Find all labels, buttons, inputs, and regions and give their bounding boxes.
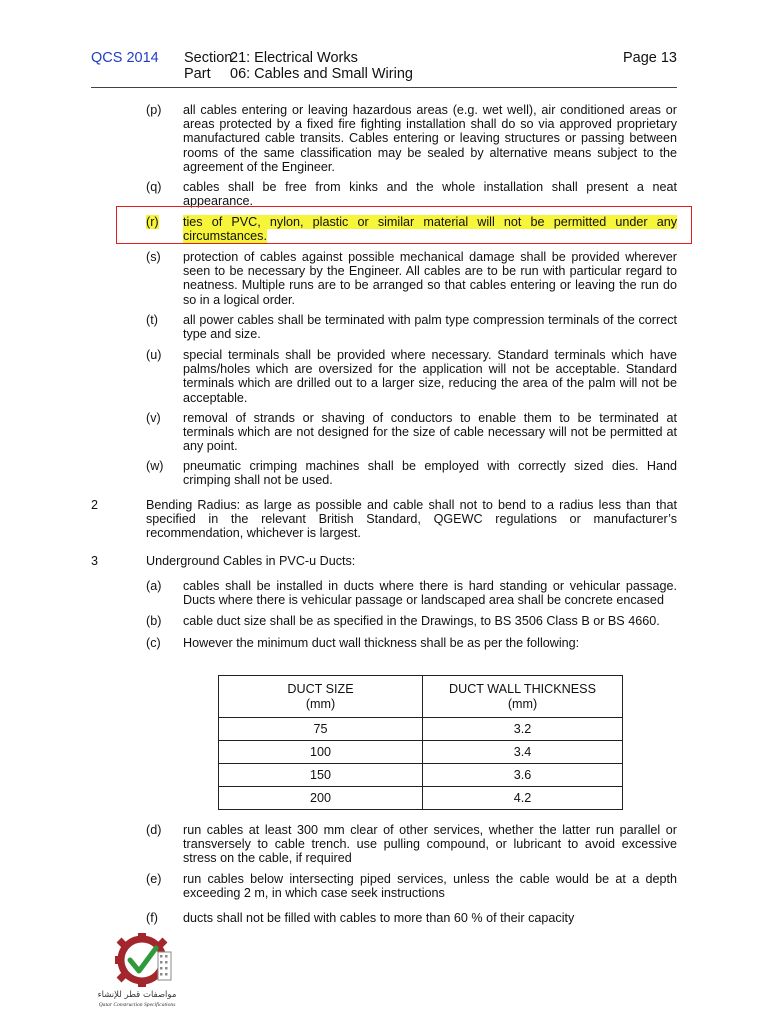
column-unit: (mm) <box>305 696 336 711</box>
clause-u <box>146 348 677 405</box>
clause-letter: (c) <box>146 636 161 650</box>
wall-thickness-cell: 3.6 <box>423 764 623 787</box>
column-header-wall-thickness <box>423 676 623 718</box>
part-value: 06: Cables and Small Wiring <box>230 66 413 82</box>
clause-letter: (e) <box>146 872 162 886</box>
clause-text: all cables entering or leaving hazardous areas (e.g. wet well), air conditioned areas or areas protected by a fixed fire fighting installation shall do so via approved proprietary manufactured cable transits. Cables entering or leaving structures or passing between rooms of the same classification may be sealed by alternative means subject to the agreement of the Engineer. <box>183 103 677 174</box>
part-label: Part <box>184 66 211 82</box>
paragraph-2 <box>91 498 677 541</box>
document-code: QCS 2014 <box>91 50 159 66</box>
paragraph-text: Underground Cables in PVC-u Ducts: <box>146 554 356 568</box>
section-label: Section <box>184 50 233 66</box>
wall-thickness-cell: 3.2 <box>423 718 623 741</box>
clause-text: run cables at least 300 mm clear of other services, whether the latter run parallel or transversely to cable trench. use pulling compound, or lubricant to avoid excessive stress on the cable, if required <box>183 823 677 866</box>
column-title: DUCT WALL THICKNESS <box>449 682 596 697</box>
column-unit: (mm) <box>507 696 538 711</box>
duct-size-cell: 75 <box>219 718 423 741</box>
clause-text: cables shall be installed in ducts where there is hard standing or vehicular passage. Ducts where there is vehicular passage or landscaped area shall be concrete encased <box>183 579 677 608</box>
paragraph-3 <box>91 554 677 568</box>
duct-size-cell: 200 <box>219 787 423 810</box>
highlighted-clause-text: ties of PVC, nylon, plastic or similar material will not be permitted under any circumstances. <box>183 215 677 244</box>
clause-letter: (r) <box>146 215 159 229</box>
checkmark-icon <box>130 948 156 971</box>
wall-thickness-cell: 3.4 <box>423 741 623 764</box>
wall-thickness-cell: 4.2 <box>423 787 623 810</box>
clause-letter: (f) <box>146 911 158 925</box>
clause-text: all power cables shall be terminated with palm type compression terminals of the correct type and size. <box>183 313 677 342</box>
paragraph-number: 3 <box>91 554 99 568</box>
clause-letter: (q) <box>146 180 162 194</box>
clause-p <box>146 103 677 174</box>
table-header-row <box>219 676 623 718</box>
page-number: Page 13 <box>622 50 677 66</box>
clause-letter: (t) <box>146 313 158 327</box>
table-row <box>219 741 623 764</box>
column-header-duct-size <box>219 676 423 718</box>
table-row <box>219 764 623 787</box>
clause-w <box>146 459 677 487</box>
clause-letter: (s) <box>146 250 161 264</box>
clause-text: However the minimum duct wall thickness shall be as per the following: <box>183 636 580 650</box>
table-row <box>219 787 623 810</box>
duct-size-cell: 100 <box>219 741 423 764</box>
section-heading <box>184 50 413 82</box>
header-divider <box>91 87 677 88</box>
clause-text: removal of strands or shaving of conductors to enable them to be terminated at terminals which are not designed for the size of cable necessary will not be permitted at any point. <box>183 411 677 454</box>
clause-c <box>146 636 677 650</box>
paragraph-text: Bending Radius: as large as possible and cable shall not to bend to a radius less than that specified in the relevant British Standard, QGEWC regulations or manufacturer’s recommendation, whichever is largest. <box>146 498 677 541</box>
clause-text: protection of cables against possible mechanical damage shall be provided wherever seen to be necessary by the Engineer. All cables are to be run with particular regard to neatness. Multiple runs are to be arranged so that cables entering or leaving the run do so in a logical order. <box>183 250 677 307</box>
clause-letter: (u) <box>146 348 162 362</box>
paragraph-number: 2 <box>91 498 99 512</box>
clause-text: special terminals shall be provided where necessary. Standard terminals which have palms/holes which are oversized for the application will not be acceptable. Standard terminals which are drilled out to a larger size, reducing the area of the palm will not be acceptable. <box>183 348 677 405</box>
clause-b <box>146 614 677 628</box>
table-row <box>219 718 623 741</box>
clause-text: run cables below intersecting piped services, unless the cable would be at a depth exceeding 2 m, in which case seek instructions <box>183 872 677 901</box>
qcs-logo <box>88 930 186 1010</box>
clause-d <box>146 823 677 866</box>
clause-text: ducts shall not be filled with cables to more than 60 % of their capacity <box>183 911 575 925</box>
clause-e <box>146 872 677 900</box>
clause-letter: (p) <box>146 103 162 117</box>
clause-v <box>146 411 677 454</box>
clause-f <box>146 911 677 925</box>
clause-text: pneumatic crimping machines shall be employed with correctly sized dies. Hand crimping shall not be used. <box>183 459 677 488</box>
clause-letter: (d) <box>146 823 162 837</box>
clause-text: cable duct size shall be as specified in the Drawings, to BS 3506 Class B or BS 4660. <box>183 614 660 628</box>
logo-arabic-text: مواصفات قطر للإنشاء <box>97 990 177 1000</box>
column-title: DUCT SIZE <box>287 682 354 697</box>
clause-letter: (v) <box>146 411 161 425</box>
logo-english-text: Qatar Construction Specifications <box>98 1002 176 1008</box>
clause-a <box>146 579 677 607</box>
clause-r <box>146 215 677 243</box>
clause-letter: (a) <box>146 579 162 593</box>
clause-t <box>146 313 677 341</box>
clause-q <box>146 180 677 208</box>
duct-thickness-table <box>218 675 623 810</box>
duct-size-cell: 150 <box>219 764 423 787</box>
clause-letter: (b) <box>146 614 162 628</box>
clause-s <box>146 250 677 307</box>
clause-letter: (w) <box>146 459 164 473</box>
clause-text: cables shall be free from kinks and the whole installation shall present a neat appearance. <box>183 180 677 209</box>
building-icon <box>158 952 171 980</box>
section-value: 21: Electrical Works <box>230 50 358 66</box>
